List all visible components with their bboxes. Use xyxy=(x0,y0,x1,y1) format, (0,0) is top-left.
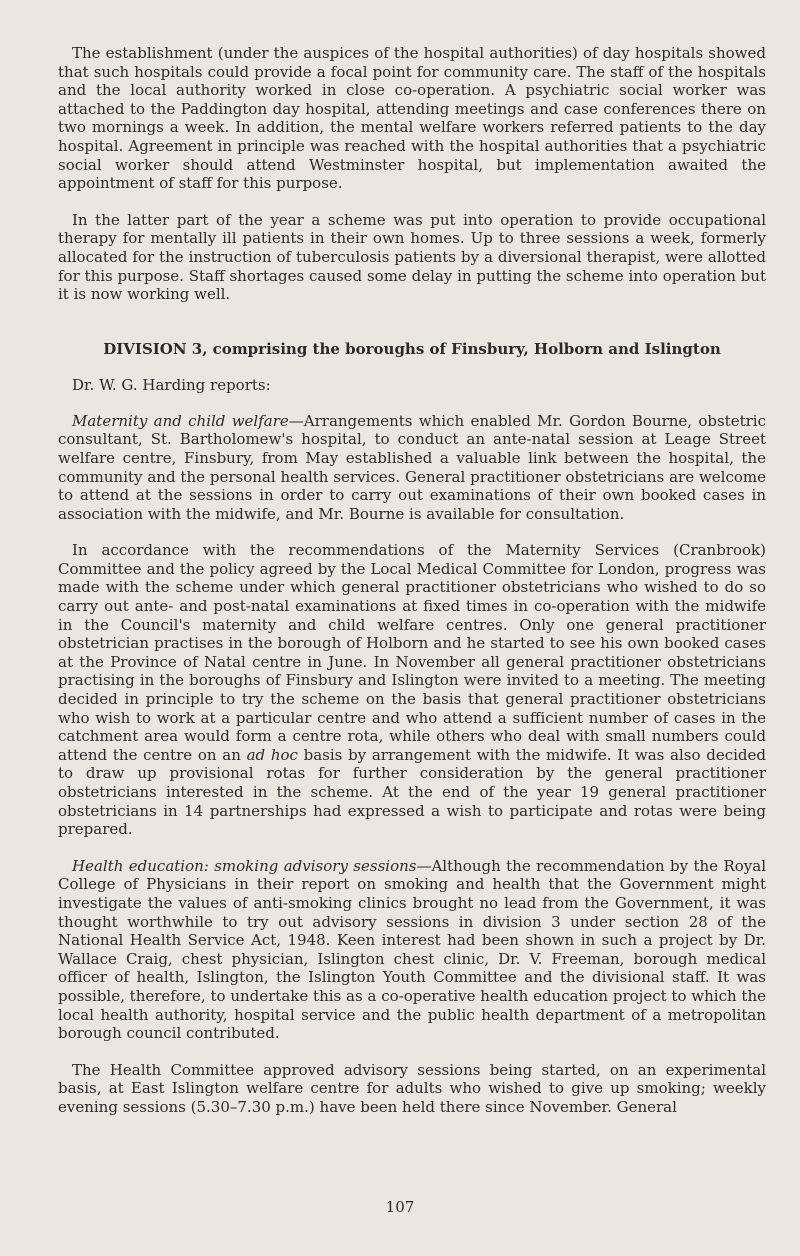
smoking-dash: — xyxy=(416,856,432,875)
reporter-line: Dr. W. G. Harding reports: xyxy=(72,375,271,394)
division-heading xyxy=(58,340,766,358)
paragraph-cranbrook xyxy=(58,541,766,839)
maternity-text: Arrangements which enabled Mr. Gordon Bourne, obstetric consultant, St. Bartholomew's hospital, to conduct an ante-natal session at Leage Street welfare centre, Finsbury, from May established a valuable link between the hospital, the community and the personal health services. General practitioner obstetricians are welcome to attend at the sessions in order to carry out examinations of their own booked cases in association with the midwife, and Mr. Bourne is available for consultation. xyxy=(58,411,766,523)
maternity-runin-heading: Maternity and child welfare xyxy=(72,411,289,430)
paragraph-maternity xyxy=(58,412,766,524)
maternity-dash: — xyxy=(288,411,304,430)
paragraph-day-hospitals: The establishment (under the auspices of the hospital authorities) of day hospitals showed that such hospitals could provide a focal point for community care. The staff of the hospitals and the local authority worked in close co-operation. A psychiatric social worker was attached to the Paddington day hospital, attending meetings and case conferences there on two mornings a week. In addition, the mental welfare workers referred patients to the day hospital. Agreement in principle was reached with the hospital authorities that a psychiatric social worker should attend Westminster hospital, but implementation awaited the appointment of staff for this purpose. xyxy=(58,44,766,193)
cranbrook-text-after: basis by arrangement with the midwife. It was also decided to draw up provisional rotas for further consideration by the general practitioner obstetricians interested in the scheme. At the end of the year 19 general practitioner obstetricians in 14 partnerships had expressed a wish to participate and rotas were being prepared. xyxy=(58,745,766,839)
smoking-text: Although the recommendation by the Royal College of Physicians in their report on smoking and health that the Government might investigate the values of anti-smoking clinics brought no lead from the Government, it was thought worthwhile to try out advisory sessions in division 3 under section 28 of the National Health Service Act, 1948. Keen interest had been shown in such a project by Dr. Wallace Craig, chest physician, Islington chest clinic, Dr. V. Freeman, borough medical officer of health, Islington, the Islington Youth Committee and the divisional staff. It was possible, therefore, to undertake this as a co-operative health education project to which the local health authority, hospital service and the public health department of a metropolitan borough council contributed. xyxy=(58,856,766,1043)
smoking-runin-heading: Health education: smoking advisory sessions xyxy=(72,856,417,875)
cranbrook-ad-hoc: ad hoc xyxy=(246,745,298,764)
cranbrook-text-before: In accordance with the recommendations of the Maternity Services (Cranbrook) Committee and the policy agreed by the Local Medical Committee for London, progress was made with the scheme under which general practitioner obstetricians who wished to do so carry out ante- and post-natal examinations at fixed times in co-operation with the midwife in the Council's maternity and child welfare centres. Only one general practitioner obstetrician practises in the borough of Holborn and he started to see his own booked cases at the Province of Natal centre in June. In November all general practitioner obstetricians practising in the boroughs of Finsbury and Islington were invited to a meeting. The meeting decided in principle to try the scheme on the basis that general practitioner obstetricians who wish to work at a particular centre and who attend a sufficient number of cases in the catchment area would form a centre rota, while others who deal with small numbers could attend the centre on an xyxy=(58,541,766,764)
paragraph-smoking xyxy=(58,857,766,1043)
paragraph-occupational-therapy: In the latter part of the year a scheme was put into operation to provide occupational therapy for mentally ill patients in their own homes. Up to three sessions a week, formerly allocated for the instruction of tuberculosis patients by a diversional therapist, were allotted for this purpose. Staff shortages caused some delay in putting the scheme into operation but it is now working well. xyxy=(58,210,766,304)
paragraph-health-committee: The Health Committee approved advisory sessions being started, on an experimental basis, at East Islington welfare centre for adults who wished to give up smoking; weekly evening sessions (5.30–7.30 p.m.) have been held there since November. General xyxy=(58,1060,766,1116)
division-heading-rest: comprising the boroughs of Finsbury, Holborn and Islington xyxy=(207,339,721,358)
page-number: 107 xyxy=(385,1198,415,1216)
division-heading-lead: DIVISION 3, xyxy=(103,339,208,358)
